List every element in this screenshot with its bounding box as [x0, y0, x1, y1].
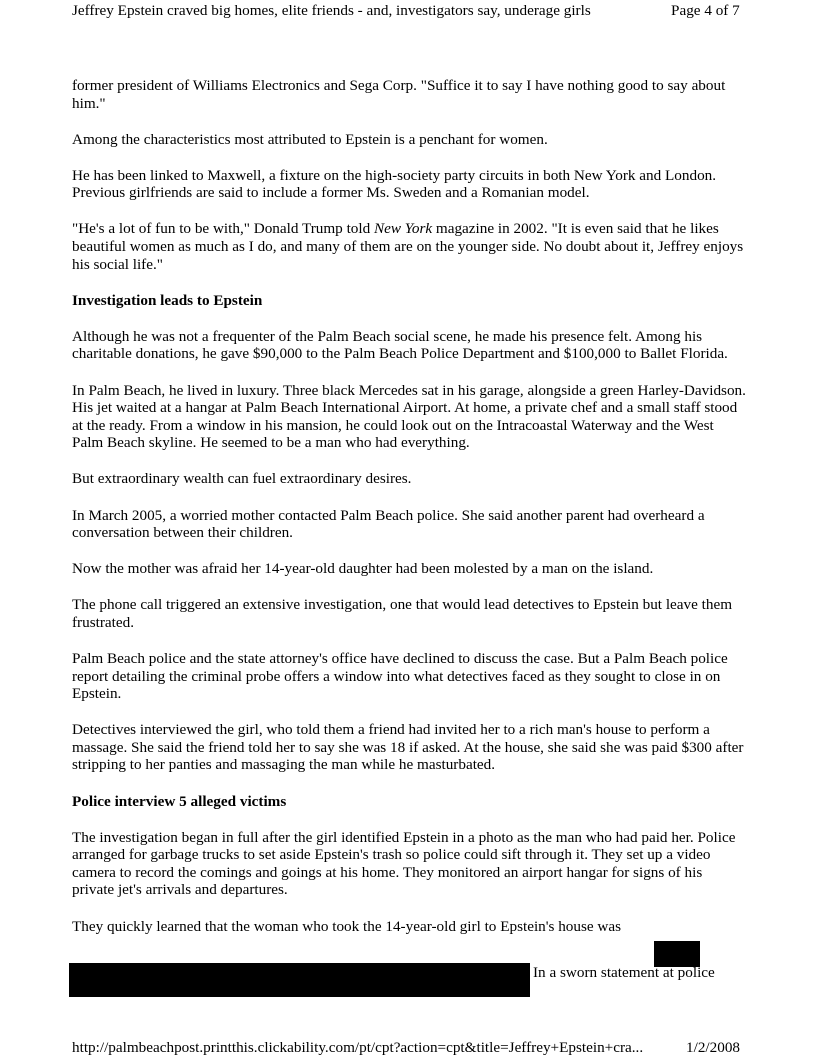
quote-text-a: "He's a lot of fun to be with," Donald Trump told: [72, 220, 374, 238]
paragraph: The investigation began in full after the girl identified Epstein in a photo as the man who had paid her. Police arranged for garbage trucks to set aside Epstein's trash so police could sift through it. They set up a video camera to record the comings and goings at his home. They monitored an airport hangar for signs of his private jet's arrivals and departures.: [72, 828, 736, 899]
running-header-title: Jeffrey Epstein craved big homes, elite friends - and, investigators say, underage girls: [72, 2, 591, 19]
section-heading: Investigation leads to Epstein: [72, 291, 263, 309]
paragraph: The phone call triggered an extensive investigation, one that would lead detectives to Epstein but leave them frustrated.: [72, 596, 733, 631]
section-heading: Police interview 5 alleged victims: [72, 792, 287, 810]
magazine-title: New York: [374, 220, 433, 238]
paragraph: But extraordinary wealth can fuel extraordinary desires.: [72, 470, 412, 488]
paragraph: In Palm Beach, he lived in luxury. Three black Mercedes sat in his garage, alongside a green Harley-Davidson. His jet waited at a hangar at Palm Beach International Airport. At home, a private chef and a small staff stood at the ready. From a window in his mansion, he could look out on the Intracoastal Waterway and the West Palm Beach skyline. He seemed to be a man who had everything.: [72, 381, 746, 452]
paragraph-tail-text: In a sworn statement at police: [533, 964, 715, 981]
page-number: Page 4 of 7: [671, 2, 740, 19]
redaction-box: [69, 963, 530, 997]
print-date: 1/2/2008: [686, 1039, 741, 1056]
paragraph: Palm Beach police and the state attorney's office have declined to discuss the case. But a Palm Beach police report detailing the criminal probe offers a window into what detectives faced as they sought to close in on Epstein.: [72, 649, 728, 703]
paragraph-trump-quote: [72, 220, 748, 273]
paragraph: former president of Williams Electronics and Sega Corp. "Suffice it to say I have nothing good to say about him.": [72, 77, 726, 112]
paragraph: He has been linked to Maxwell, a fixture on the high-society party circuits in both New York and London. Previous girlfriends are said to include a former Ms. Sweden and a Romanian model.: [72, 166, 717, 202]
paragraph: Although he was not a frequenter of the Palm Beach social scene, he made his presence felt. Among his charitable donations, he gave $90,000 to the Palm Beach Police Department and $100,000 to Ballet Florida.: [72, 327, 728, 363]
paragraph: Among the characteristics most attributed to Epstein is a penchant for women.: [72, 130, 548, 148]
paragraph: In March 2005, a worried mother contacted Palm Beach police. She said another parent had overheard a conversation between their children.: [72, 506, 705, 542]
paragraph: Now the mother was afraid her 14-year-old daughter had been molested by a man on the island.: [72, 560, 654, 578]
source-url: http://palmbeachpost.printthis.clickability.com/pt/cpt?action=cpt&title=Jeffrey+Epstein+cra...: [72, 1039, 644, 1056]
article-body: [72, 77, 748, 954]
quote-text-b: magazine in 2002. "It is even said that he likes beautiful women as much as I do, and many of them are on the younger side. No doubt about it, Jeffrey enjoys his social life.": [72, 220, 744, 273]
paragraph-redacted: They quickly learned that the woman who took the 14-year-old girl to Epstein's house was: [72, 917, 622, 935]
paragraph: Detectives interviewed the girl, who told them a friend had invited her to a rich man's house to perform a massage. She said the friend told her to say she was 18 if asked. At the house, she said she was paid $300 after stripping to her panties and massaging the man while he masturbated.: [72, 721, 744, 774]
